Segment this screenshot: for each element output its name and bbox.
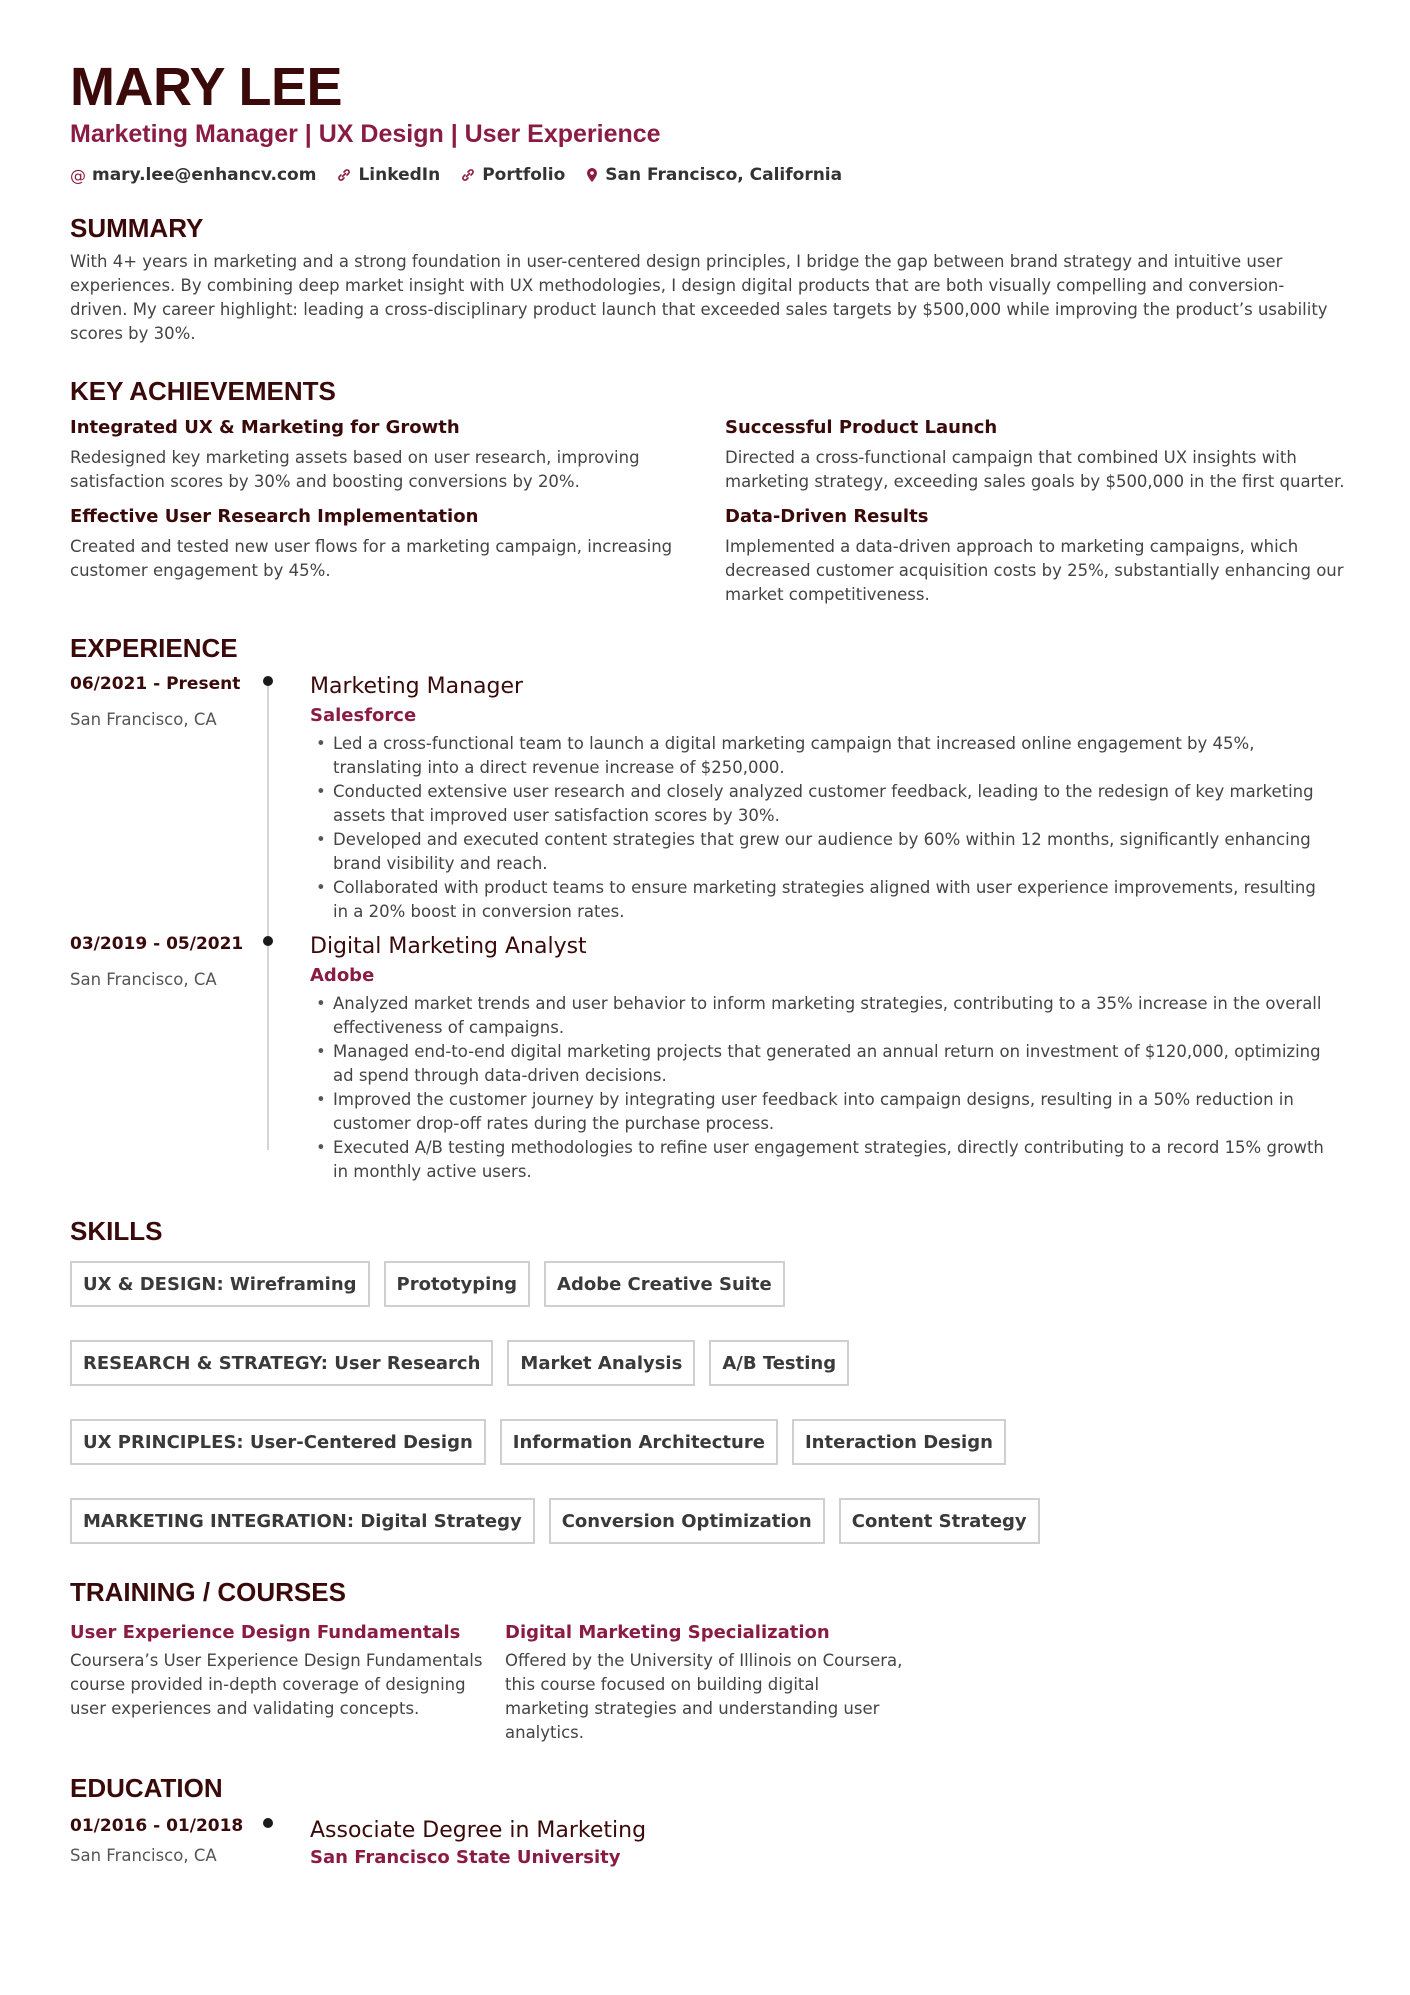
job-bullet: • Collaborated with product teams to ensure marketing strategies aligned with user experience improvements, resulting in a 20% boost in conversion rates. [310,876,1330,924]
skill-tag: Interaction Design [792,1419,1006,1465]
training-item [505,1622,905,1745]
contact-linkedin[interactable] [336,165,440,185]
job-details [310,674,1330,924]
skill-tag: Adobe Creative Suite [544,1261,785,1307]
location-pin-icon [585,167,599,183]
education-meta [70,1816,310,1868]
achievements-heading: KEY ACHIEVEMENTS [70,376,336,406]
skill-tag: UX & DESIGN: Wireframing [70,1261,370,1307]
achievement-desc: Directed a cross-functional campaign that combined UX insights with marketing strategy, exceeding sales goals by $500,000 in the first quarter. [725,448,1345,491]
experience-timeline [70,674,1340,1184]
job-date: 06/2021 - Present [70,674,241,694]
training-heading: TRAINING / COURSES [70,1577,346,1607]
achievement-item [70,506,725,607]
skill-tag: Market Analysis [507,1340,695,1386]
skills-heading: SKILLS [70,1216,163,1246]
contact-bar [70,165,1340,185]
achievement-item [725,417,1345,494]
training-desc: Coursera’s User Experience Design Fundamentals course provided in-depth coverage of designing user experiences and validating concepts. [70,1651,483,1718]
skill-tag: Content Strategy [839,1498,1040,1544]
education-location: San Francisco, CA [70,1846,217,1865]
job-company: Adobe [310,965,375,986]
contact-email-text: mary.lee@enhancv.com [92,165,317,185]
achievement-title: Successful Product Launch [725,417,998,438]
job-bullet: • Led a cross-functional team to launch a digital marketing campaign that increased online engagement by 45%, translating into a direct revenue increase of $250,000. [310,732,1330,780]
job-location: San Francisco, CA [70,710,217,729]
job-bullet: • Analyzed market trends and user behavior to inform marketing strategies, contributing to a 35% increase in the overall effectiveness of campaigns. [310,992,1330,1040]
achievement-title: Effective User Research Implementation [70,506,479,527]
contact-location [585,165,842,185]
skill-tag: MARKETING INTEGRATION: Digital Strategy [70,1498,535,1544]
training-desc: Offered by the University of Illinois on Coursera, this course focused on building digital marketing strategies and understanding user analytics. [505,1651,903,1742]
timeline-dot [263,936,273,946]
contact-portfolio[interactable] [460,165,565,185]
summary-heading: SUMMARY [70,213,204,243]
achievement-desc: Created and tested new user flows for a marketing campaign, increasing customer engagement by 45%. [70,537,673,580]
skill-tag: UX PRINCIPLES: User-Centered Design [70,1419,486,1465]
education-entry [70,1816,1340,1868]
job-bullets [310,992,1330,1184]
link-icon [460,167,476,183]
education-details [310,1816,646,1868]
job-bullets [310,732,1330,924]
timeline-dot [263,1818,273,1828]
achievement-desc: Implemented a data-driven approach to marketing campaigns, which decreased customer acquisition costs by 25%, substantially enhancing our market competitiveness. [725,537,1344,604]
skill-tag: RESEARCH & STRATEGY: User Research [70,1340,493,1386]
skill-tag: Conversion Optimization [549,1498,825,1544]
job-bullet: • Developed and executed content strategies that grew our audience by 60% within 12 months, significantly enhancing brand visibility and reach. [310,828,1330,876]
candidate-name: MARY LEE [70,57,343,117]
job-role: Marketing Manager [310,674,524,699]
skill-row [70,1340,1340,1386]
skill-row [70,1419,1340,1465]
contact-email[interactable] [70,165,316,185]
achievement-title: Integrated UX & Marketing for Growth [70,417,460,438]
achievement-title: Data-Driven Results [725,506,929,527]
achievement-item [70,417,725,494]
contact-linkedin-text: LinkedIn [358,165,441,185]
training-grid [70,1622,1340,1745]
summary-text: With 4+ years in marketing and a strong foundation in user-centered design principles, I bridge the gap between brand strategy and intuitive user experiences. By combining deep market insight with UX methodologies, I design digital products that are both visually compelling and conversion-driven. My career highlight: leading a cross-disciplinary product launch that exceeded sales targets by $500,000 while improving the product’s usability scores by 30%. [70,252,1328,343]
job-bullet: • Executed A/B testing methodologies to refine user engagement strategies, directly contributing to a record 15% growth in monthly active users. [310,1136,1330,1184]
training-title: User Experience Design Fundamentals [70,1622,461,1643]
skill-row [70,1498,1340,1544]
job-meta [70,674,310,924]
skill-tag: Information Architecture [500,1419,778,1465]
training-title: Digital Marketing Specialization [505,1622,830,1643]
achievements-grid [70,417,1345,607]
resume-header [70,58,1340,185]
job-company: Salesforce [310,705,417,726]
job-date: 03/2019 - 05/2021 [70,934,244,954]
education-date: 01/2016 - 01/2018 [70,1816,244,1836]
job-bullet: • Improved the customer journey by integrating user feedback into campaign designs, resulting in a 50% reduction in customer drop-off rates during the purchase process. [310,1088,1330,1136]
achievement-item [725,506,1345,607]
job-details [310,934,1330,1184]
job-bullet: • Conducted extensive user research and closely analyzed customer feedback, leading to the redesign of key marketing assets that improved user satisfaction scores by 30%. [310,780,1330,828]
contact-portfolio-text: Portfolio [482,165,566,185]
skill-row [70,1261,1340,1307]
experience-heading: EXPERIENCE [70,633,238,663]
job-location: San Francisco, CA [70,970,217,989]
job-entry [70,674,1340,924]
skills-list [70,1261,1340,1544]
education-degree: Associate Degree in Marketing [310,1818,647,1843]
timeline-dot [263,676,273,686]
education-heading: EDUCATION [70,1773,223,1803]
job-meta [70,934,310,1184]
achievement-desc: Redesigned key marketing assets based on user research, improving satisfaction scores by 30% and boosting conversions by 20%. [70,448,640,491]
education-school: San Francisco State University [310,1847,621,1868]
training-item [70,1622,505,1745]
skill-tag: Prototyping [384,1261,531,1307]
job-bullet: • Managed end-to-end digital marketing projects that generated an annual return on investment of $120,000, optimizing ad spend through data-driven decisions. [310,1040,1330,1088]
contact-location-text: San Francisco, California [605,165,843,185]
job-role: Digital Marketing Analyst [310,934,587,959]
candidate-headline: Marketing Manager | UX Design | User Experience [70,120,661,148]
skill-tag: A/B Testing [709,1340,849,1386]
at-icon: @ [70,165,86,185]
job-entry [70,934,1340,1184]
link-icon [336,167,352,183]
